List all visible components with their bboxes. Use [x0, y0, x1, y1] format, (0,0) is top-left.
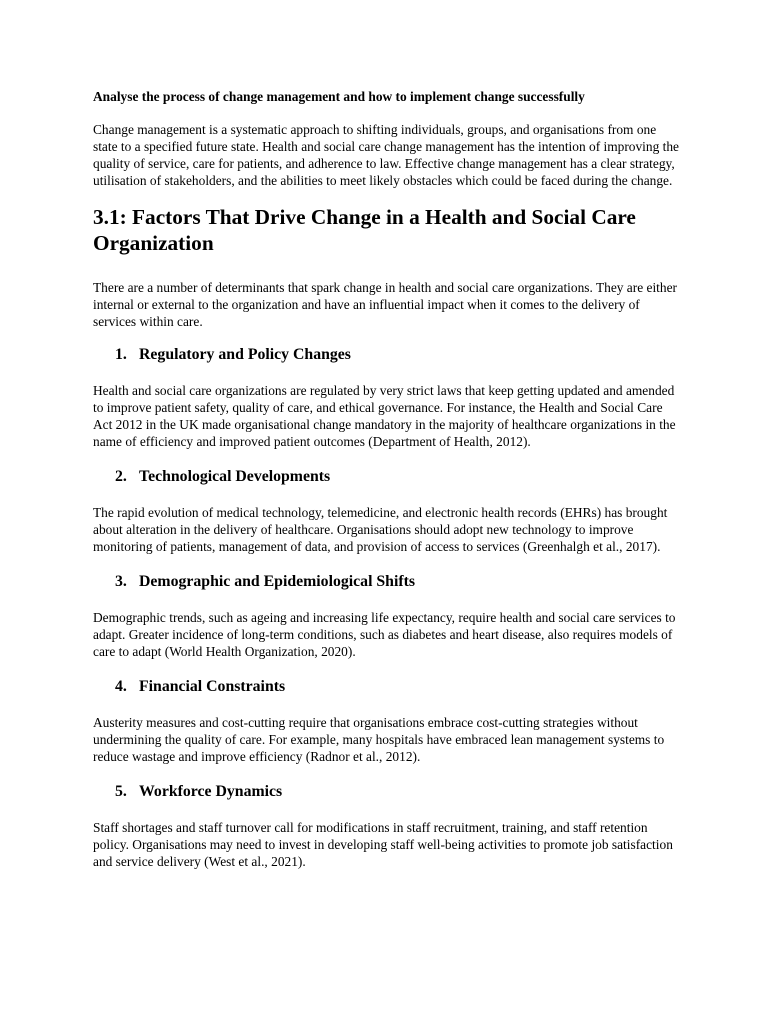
factor-number: 4.: [115, 678, 127, 695]
section-title: 3.1: Factors That Drive Change in a Health and Social Care Organization: [93, 205, 636, 255]
factor-number: 2.: [115, 468, 127, 485]
factor-heading: [93, 782, 683, 802]
factor-number: 3.: [115, 573, 127, 590]
factor-paragraph: Demographic trends, such as ageing and increasing life expectancy, require health and social care services to adapt. Greater incidence of long-term conditions, such as diabetes and heart disease, also requires models of care to adapt (World Health Organization, 2020).: [93, 610, 676, 659]
factor-title: Workforce Dynamics: [139, 783, 283, 800]
factor-title: Financial Constraints: [139, 678, 286, 695]
factor-title: Technological Developments: [139, 468, 331, 485]
factor-heading: [93, 345, 683, 365]
factor-item: [93, 345, 683, 450]
factor-number: 1.: [115, 346, 127, 363]
factor-title: Regulatory and Policy Changes: [139, 346, 351, 363]
document-page: [93, 88, 683, 887]
factor-item: [93, 677, 683, 765]
intro-heading: Analyse the process of change management and how to implement change successfully: [93, 89, 585, 104]
intro-paragraph: Change management is a systematic approach to shifting individuals, groups, and organisations from one state to a specified future state. Health and social care change management has the intention of improving the quality of service, care for patients, and adherence to law. Effective change management has a clear strategy, utilisation of stakeholders, and the abilities to meet likely obstacles which could be faced during the change.: [93, 122, 679, 188]
factor-paragraph: Austerity measures and cost-cutting require that organisations embrace cost-cutting strategies without undermining the quality of care. For example, many hospitals have embraced lean management systems to reduce wastage and improve efficiency (Radnor et al., 2012).: [93, 715, 665, 764]
factors-list: [93, 345, 683, 870]
factor-heading: [93, 467, 683, 487]
factor-paragraph: The rapid evolution of medical technology, telemedicine, and electronic health records (EHRs) has brought about alteration in the delivery of healthcare. Organisations should adopt new technology to improve monitoring of patients, management of data, and provision of access to services (Greenhalgh et al., 2017).: [93, 505, 668, 554]
factor-item: [93, 572, 683, 660]
factor-item: [93, 467, 683, 555]
factor-heading: [93, 572, 683, 592]
factor-item: [93, 782, 683, 870]
factor-number: 5.: [115, 783, 127, 800]
factor-heading: [93, 677, 683, 697]
section-intro-paragraph: There are a number of determinants that spark change in health and social care organizations. They are either internal or external to the organization and have an influential impact when it comes to the delivery of services within care.: [93, 280, 677, 329]
factor-paragraph: Health and social care organizations are regulated by very strict laws that keep getting updated and amended to improve patient safety, quality of care, and ethical governance. For instance, the Health and Social Care Act 2012 in the UK made organisational change mandatory in the majority of healthcare organizations in the name of efficiency and improved patient outcomes (Department of Health, 2012).: [93, 383, 676, 449]
factor-paragraph: Staff shortages and staff turnover call for modifications in staff recruitment, training, and staff retention policy. Organisations may need to invest in developing staff well-being activities to promote job satisfaction and service delivery (West et al., 2021).: [93, 820, 673, 869]
factor-title: Demographic and Epidemiological Shifts: [139, 573, 416, 590]
